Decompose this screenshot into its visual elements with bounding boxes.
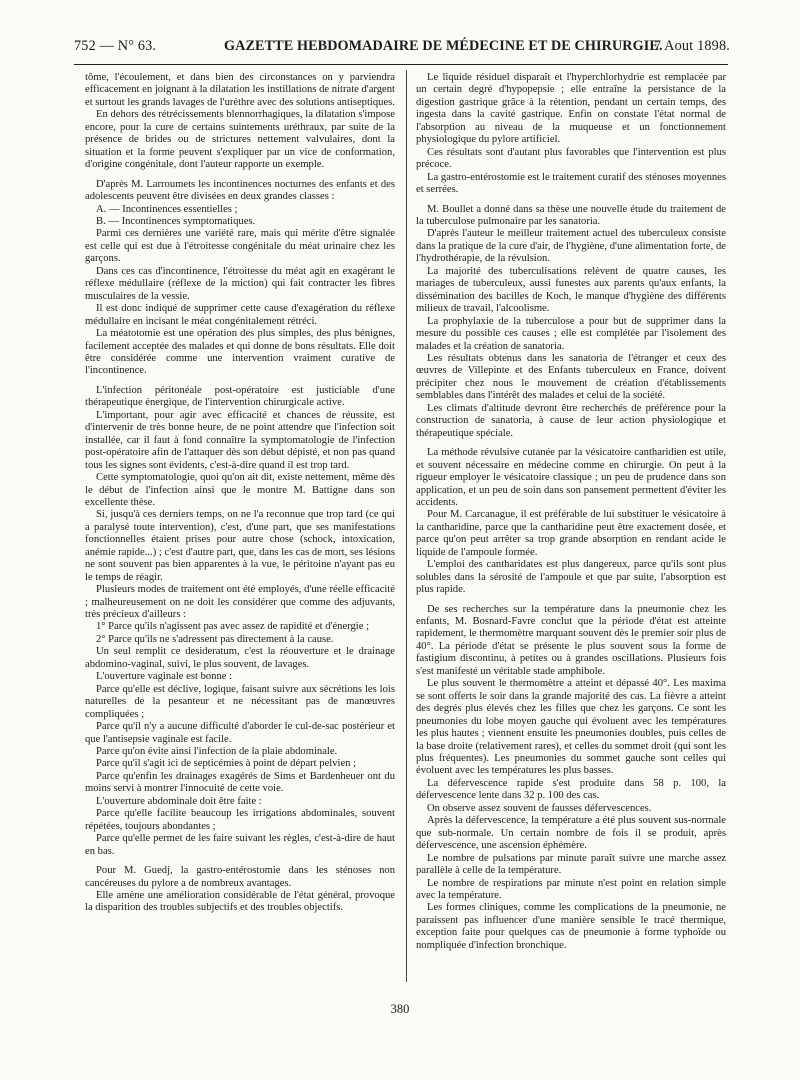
running-header (74, 38, 730, 58)
paragraph: M. Boullet a donné dans sa thèse une nouvelle étude du traitement de la tuberculose pulmonaire par les sanatoria. (416, 203, 726, 227)
paragraph: La prophylaxie de la tuberculose a pour but de supprimer dans la mesure du possible ces causes ; elle est complétée par l'isolement des malades et la création de sanatoria. (416, 315, 726, 352)
paragraph: Parce qu'il s'agit ici de septicémies à point de départ pelvien ; (96, 758, 357, 770)
paragraph: Parce qu'elle est déclive, logique, faisant suivre aux sécrétions les lois naturelles de la pesanteur et ne nécessitant pas de manœuvres compliquées ; (85, 683, 395, 720)
section-gastro-enterostomy (85, 865, 395, 915)
paragraph: Parce qu'elle permet de les faire suivant les règles, c'est-à-dire de haut en bas. (85, 833, 395, 857)
paragraph: La majorité des tuberculisations relèvent de quatre causes, les mariages de tuberculeux, aussi funestes aux parents qu'aux enfants, la dissémination des bacilles de Koch, le manque d'hygiène des différents milieux de travail, l'alcoolisme. (416, 265, 726, 315)
section-urethral-dilatation (85, 72, 395, 172)
paragraph: Le nombre de pulsations par minute paraît suivre une marche assez parallèle à celle de la température. (416, 852, 726, 877)
paragraph: En dehors des rétrécissements blennorrhagiques, la dilatation s'impose encore, pour la cure de certains suintements uréthraux, par suite de la présence de brides ou de strictures nettement valvulaires, dont la situation et la forme peuvent s'expliquer par un vice de conformation, d'origine congénitale, dont l'auteur rapporte un exemple. (85, 109, 395, 171)
right-column (416, 72, 726, 984)
paragraph: Un seul remplit ce desideratum, c'est la réouverture et le drainage abdomino-vaginal, suivi, le plus souvent, de lavages. (85, 646, 395, 670)
issue-date: 7 Aout 1898. (653, 38, 730, 54)
paragraph: D'après M. Larroumets les incontinences nocturnes des enfants et des adolescents peuvent être divisées en deux grandes classes : (85, 178, 395, 203)
section-tuberculosis-sanatoria (416, 204, 726, 441)
paragraph: L'infection péritonéale post-opératoire est justiciable d'une thérapeutique énergique, de l'intervention chirurgicale active. (85, 384, 395, 409)
paragraph: Plusieurs modes de traitement ont été employés, d'une réelle efficacité ; malheureusement on ne doit les considérer que comme des adjuvants, très précieux d'ailleurs : (85, 584, 395, 621)
paragraph: Les résultats obtenus dans les sanatoria de l'étranger et ceux des œuvres de Villepinte et des Enfants tuberculeux en France, doivent précipiter chez nous le mouvement de création d'établissements semblables dans l'intérêt des malades et celui de la société. (416, 352, 726, 402)
paragraph: Le liquide résiduel disparaît et l'hyperchlorhydrie est remplacée par un certain degré d'hypopepsie ; elle entraîne la persistance de la digestion gastrique grâce à la rétention, pendant un certain temps, des ingesta dans la cavité gastrique. Enfin on constate l'état normal de l'absorption au niveau de la muqueuse et un fonctionnement physiologique du pylore artificiel. (416, 72, 726, 146)
paragraph: Pour M. Carcanague, il est préférable de lui substituer le vésicatoire à la cantharidine, parce que la cantharidine peut être exactement dosée, et parce qu'on peut arrêter sa trop grande absorption en rendant acide le liquide de l'ampoule formée. (416, 509, 726, 558)
paragraph: Elle amène une amélioration considérable de l'état général, provoque la disparition des troubles subjectifs et des troubles objectifs. (85, 890, 395, 914)
paragraph: La défervescence rapide s'est produite dans 58 p. 100, la défervescence lente dans 32 p. 100 des cas. (416, 777, 726, 802)
paragraph: Les climats d'altitude devront être recherchés de préférence pour la construction de sanatoria, à cause de leur action physiologique et thérapeutique spéciale. (416, 402, 726, 439)
paragraph: 1° Parce qu'ils n'agissent pas avec assez de rapidité et d'énergie ; (96, 621, 370, 633)
paragraph: D'après l'auteur le meilleur traitement actuel des tuberculeux consiste dans la pratique de la cure d'air, de l'hygiène, d'une alimentation forte, de l'hydrothérapie, de la révulsion. (416, 228, 726, 265)
paragraph: Parce qu'on évite ainsi l'infection de la plaie abdominale. (96, 746, 338, 758)
paragraph: L'important, pour agir avec efficacité et chances de réussite, est d'intervenir de très bonne heure, de ne point attendre que l'infection soit installée, car il faut à fond connaître la symptomatologie de l'infection post-opératoire afin de l'attaquer dès son début dépisté, et non pas quand tous les signes sont évidents, c'est-à-dire quand il est trop tard. (85, 409, 395, 471)
paragraph: 2° Parce qu'ils ne s'adressent pas directement à la cause. (96, 633, 334, 645)
header-rule (74, 64, 728, 65)
page-number: 752 — N° 63. (74, 38, 157, 54)
journal-title: GAZETTE HEBDOMADAIRE DE MÉDECINE ET DE CHIRURGIE. (224, 38, 663, 54)
paragraph: Parce qu'il n'y a aucune difficulté d'aborder le cul-de-sac postérieur et que l'antisepsie vaginale est facile. (85, 721, 395, 745)
section-peritoneal-infection (85, 385, 395, 858)
paragraph: Cette symptomatologie, quoi qu'on ait dit, existe nettement, même dès le début de l'infection ainsi que le montre M. Battigne dans son excellente thèse. (85, 472, 395, 508)
paragraph: B. — Incontinences symptomatiques. (96, 215, 256, 227)
folio-number: 380 (390, 1002, 410, 1016)
paragraph: Le nombre de respirations par minute n'est point en relation simple avec la température. (416, 877, 726, 901)
paragraph: La méthode révulsive cutanée par la vésicatoire cantharidien est utile, et souvent nécessaire en médecine comme en chirurgie. On peut à la rigueur employer le vésicatoire classique ; un peu de prudence dans son application, et un peu de soin dans son pansement permettent d'éviter les accidents. (416, 447, 726, 508)
paragraph: Parce qu'elle facilite beaucoup les irrigations abdominales, souvent répétées, toujours abondantes ; (85, 808, 395, 832)
paragraph: On observe assez souvent de fausses défervescences. (427, 802, 652, 814)
paragraph: L'ouverture abdominale doit être faite : (96, 795, 262, 807)
paragraph: Le plus souvent le thermomètre a atteint et dépassé 40°. Les maxima se sont offerts le soir dans la grande majorité des cas. La fièvre a atteint des degrés plus élevés chez les filles que chez les garçons. Ce sont les pneumonies du lobe moyen gauche qui évoluent avec les températures les plus hautes ; viennent ensuite les pneumonies doubles, puis celles de la base droite (relativement rares), et celles du sommet droit (qui sont les plus fréquentes). Les pneumonies du sommet gauche sont celles qui évoluent avec les températures les plus basses. (416, 678, 726, 777)
paragraph: L'ouverture vaginale est bonne : (96, 671, 233, 683)
paragraph: La méatotomie est une opération des plus simples, des plus bénignes, facilement acceptée des malades et qui donne de bons résultats. Elle doit être considérée comme une intervention vraiment curative de l'incontinence. (85, 328, 395, 377)
column-divider (406, 70, 407, 982)
paragraph: Il est donc indiqué de supprimer cette cause d'exagération du réflexe médullaire en incisant le méat congénitalement rétréci. (85, 303, 395, 327)
paragraph: La gastro-entérostomie est le traitement curatif des sténoses moyennes et serrées. (416, 171, 726, 196)
left-column (85, 72, 395, 984)
paragraph: Dans ces cas d'incontinence, l'étroitesse du méat agit en exagérant le réflexe médullaire (réflexe de la miction) qui fait contracter les fibres musculaires de la vessie. (85, 265, 395, 302)
paragraph: L'emploi des cantharidates est plus dangereux, parce qu'ils sont plus solubles dans la sérosité de l'ampoule et que par suite, l'absorption est plus rapide. (416, 559, 726, 596)
paragraph: A. — Incontinences essentielles ; (96, 203, 238, 215)
paragraph: tôme, l'écoulement, et dans bien des circonstances on y parviendra efficacement en joignant à la dilatation les instillations de nitrate d'argent et surtout les grands lavages de l'urèthre avec des solutions antiseptiques. (85, 72, 395, 108)
section-incontinence (85, 179, 395, 378)
paragraph: Les formes cliniques, comme les complications de la pneumonie, ne paraissent pas influencer d'une manière sensible le tracé thermique, exception faite pour quelques cas de pneumonie à forme typhoïde ou nompliquée d'infection bronchique. (416, 902, 726, 951)
paragraph: Parmi ces dernières une variété rare, mais qui mérite d'être signalée est celle qui est due à l'étroitesse congénitale du méat urinaire chez les garçons. (85, 228, 395, 265)
paragraph: Ces résultats sont d'autant plus favorables que l'intervention est plus précoce. (416, 146, 726, 171)
section-gastro-enterostomy-cont (416, 72, 726, 197)
section-pneumonia-temperature (416, 604, 726, 953)
section-vesicatory (416, 447, 726, 596)
paragraph: Parce qu'enfin les drainages exagérés de Sims et Bardenheuer ont du moins servi à montrer l'innocuité de cette voie. (85, 770, 395, 795)
paragraph: Si, jusqu'à ces derniers temps, on ne l'a reconnue que trop tard (ce qui a paralysé toute intervention), c'est, d'une part, que ses manifestations fonctionnelles étaient prises pour autre chose (schock, intoxication, anémie rapide...) ; c'est d'autre part, que, dans les cas de mort, ses lésions ne sont souvent pas bien apparentes à la vue, le péritoine n'ayant pas eu le temps de réagir. (85, 509, 395, 583)
paragraph: De ses recherches sur la température dans la pneumonie chez les enfants, M. Bosnard-Favre conclut que la période d'état est atteinte rapidement, le thermomètre marquant souvent dès le premier soir plus de 40°. La période d'état se présente le plus souvent sous la forme de fastigium discontinu, à petites ou à grandes oscillations. Plusieurs fois s'est manifesté un véritable stade amphibole. (416, 603, 726, 677)
paragraph: Après la défervescence, la température a été plus souvent sus-normale que sub-normale. Un certain nombre de fois il se produit, après défervescence, une ascension éphémère. (416, 815, 726, 852)
paragraph: Pour M. Guedj, la gastro-entérostomie dans les sténoses non cancéreuses du pylore a de nombreux avantages. (85, 865, 395, 889)
